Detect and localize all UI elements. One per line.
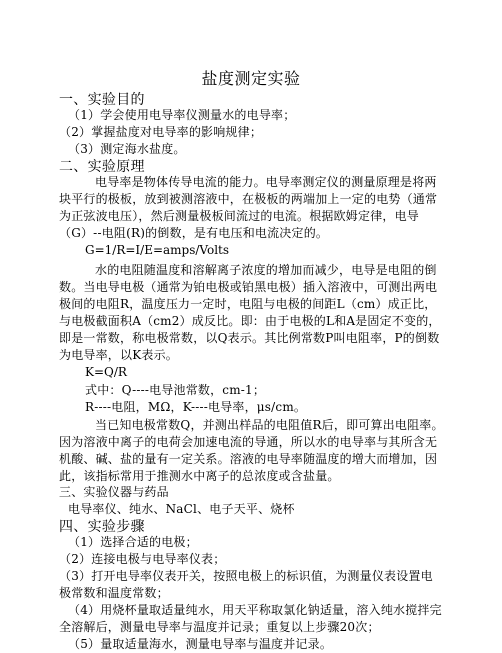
principle-p3-line-4: 此，该指标常用于推测水中离子的总浓度或含盐量。 bbox=[59, 469, 340, 483]
section-heading-materials: 三、实验仪器与药品 bbox=[59, 485, 169, 499]
principle-p1-line-1: 电导率是物体传导电流的能力。电导率测定仪的测量原理是将两 bbox=[95, 175, 437, 189]
principle-p1-line-4: （G）--电阻(R)的倒数，是有电压和电流决定的。 bbox=[59, 226, 329, 240]
principle-p2-line-5: 即是一常数，称电极常数，以Q表示。其比例常数P叫电阻率，P的倒数 bbox=[59, 331, 440, 345]
definition-line-1: 式中：Q----电导池常数，cm-1； bbox=[85, 383, 266, 397]
section-heading-purpose: 一、实验目的 bbox=[59, 92, 145, 108]
formula-conductivity: K=Q/R bbox=[85, 365, 127, 379]
principle-p3-line-2: 因为溶液中离子的电荷会加速电流的导通，所以水的电导率与其所含无 bbox=[59, 435, 438, 449]
procedure-step-5: （5）量取适量海水，测量电导率与温度并记录。 bbox=[68, 637, 333, 651]
purpose-item-3: （3）测定海水盐度。 bbox=[68, 142, 186, 156]
principle-p2-line-6: 为电导率，以K表示。 bbox=[59, 348, 178, 362]
document-title: 盐度测定实验 bbox=[201, 69, 301, 88]
principle-p3-line-3: 机酸、碱、盐的量有一定关系。溶液的电导率随温度的增大而增加，因 bbox=[59, 452, 438, 466]
purpose-item-2: （2）掌握盐度对电导率的影响规律； bbox=[59, 125, 263, 139]
procedure-step-1: （1）选择合适的电极； bbox=[68, 535, 198, 549]
formula-conductance: G=1/R=I/E=amps/Volts bbox=[85, 243, 230, 257]
materials-content: 电导率仪、纯水、NaCl、电子天平、烧杯 bbox=[68, 502, 295, 516]
principle-p2-line-3: 极间的电阻R，温度压力一定时，电阻与电极的间距L（cm）成正比， bbox=[59, 297, 437, 311]
principle-p3-line-1: 当已知电极常数Q，并测出样品的电阻值R后，即可算出电阻率。 bbox=[95, 418, 444, 432]
purpose-item-1: （1）学会使用电导率仪测量水的电导率； bbox=[68, 108, 296, 122]
procedure-step-2: （2）连接电极与电导率仪表； bbox=[59, 552, 226, 566]
section-heading-procedure: 四、实验步骤 bbox=[59, 519, 145, 535]
procedure-step-4-line-2: 全溶解后，测量电导率与温度并记录；重复以上步骤20次； bbox=[59, 620, 380, 634]
definition-line-2: R----电阻，MΩ，K----电导率，μs/cm。 bbox=[85, 400, 307, 414]
procedure-step-3-line-1: （3）打开电导率仪表开关，按照电极上的标识值，为测量仪表设置电 bbox=[59, 569, 433, 583]
principle-p2-line-4: 与电极截面积A（cm2）成反比。即：由于电极的L和A是固定不变的， bbox=[59, 314, 441, 328]
principle-p2-line-1: 水的电阻随温度和溶解离子浓度的增加而减少，电导是电阻的倒 bbox=[95, 263, 437, 277]
section-heading-principle: 二、实验原理 bbox=[59, 159, 145, 175]
procedure-step-4-line-1: （4）用烧杯量取适量纯水，用天平称取氯化钠适量，溶入纯水搅拌完 bbox=[68, 603, 442, 617]
principle-p1-line-2: 块平行的极板，放到被测溶液中，在极板的两端加上一定的电势（通常 bbox=[59, 192, 438, 206]
principle-p2-line-2: 数。当电导电极（通常为铂电极或铂黑电极）插入溶液中，可测出两电 bbox=[59, 280, 438, 294]
procedure-step-3-line-2: 极常数和温度常数； bbox=[59, 586, 169, 600]
principle-p1-line-3: 为正弦波电压），然后测量极板间流过的电流。根据欧姆定律，电导 bbox=[59, 209, 420, 223]
